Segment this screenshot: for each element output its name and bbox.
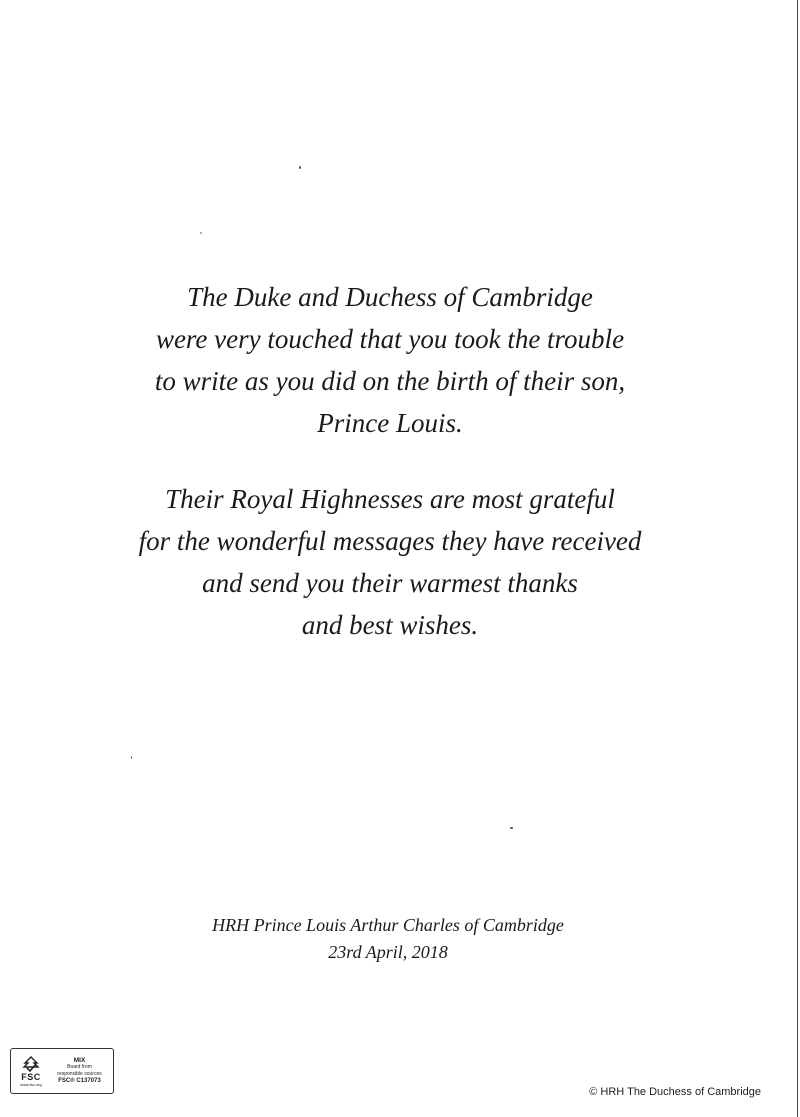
fsc-website: www.fsc.org: [20, 1082, 42, 1087]
paper-speck: [131, 756, 132, 759]
message-line: were very touched that you took the trouble: [155, 324, 625, 354]
message-line: and best wishes.: [301, 610, 479, 640]
message-line: Their Royal Highnesses are most grateful: [165, 484, 615, 514]
signature-name: HRH Prince Louis Arthur Charles of Cambridge: [212, 915, 564, 935]
page-edge: [797, 0, 798, 1117]
paper-speck: [510, 827, 513, 829]
fsc-certification-label: [10, 1048, 114, 1094]
message-paragraph-1: [0, 276, 780, 444]
fsc-brand: FSC: [21, 1072, 41, 1082]
message-line: for the wonderful messages they have received: [138, 526, 642, 556]
message-paragraph-2: [0, 478, 780, 646]
fsc-logo: [14, 1055, 48, 1087]
paper-speck: [200, 232, 202, 234]
message-line: and send you their warmest thanks: [202, 568, 578, 598]
message-line: to write as you did on the birth of their son,: [154, 366, 626, 396]
copyright-notice: © HRH The Duchess of Cambridge: [589, 1086, 761, 1098]
fsc-category: MIX: [73, 1057, 86, 1064]
message-line: Prince Louis.: [317, 408, 463, 438]
signature-date: 23rd April, 2018: [328, 942, 448, 962]
fsc-tree-check-logo-icon: [20, 1055, 42, 1073]
message-line: The Duke and Duchess of Cambridge: [187, 282, 593, 312]
fsc-line-1: Board from: [67, 1064, 92, 1070]
paper-speck: [299, 166, 301, 169]
fsc-license: FSC® C137073: [58, 1078, 101, 1084]
fsc-text: [48, 1057, 113, 1085]
fsc-line-2: responsible sources: [57, 1071, 102, 1077]
signature-block: [0, 912, 776, 966]
